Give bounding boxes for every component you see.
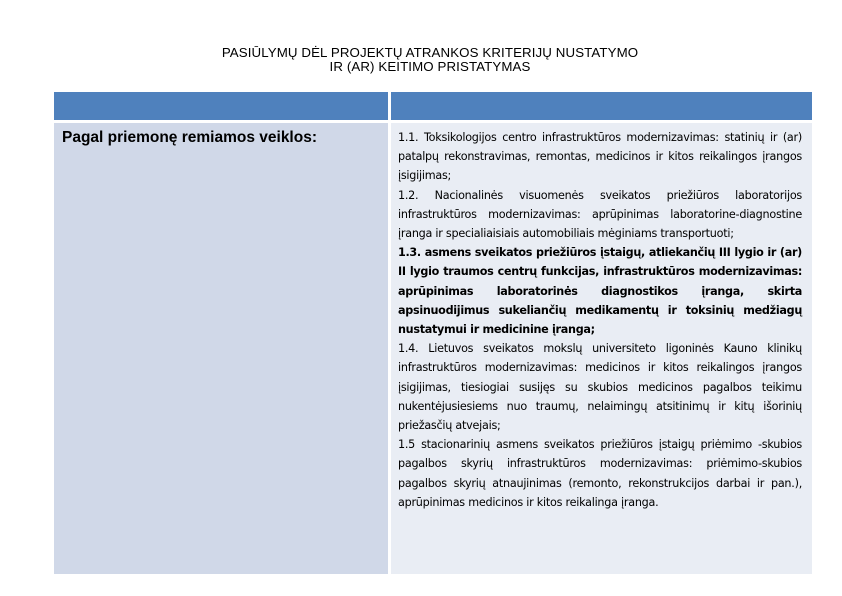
- table-header-cell-right: [391, 92, 812, 120]
- criteria-table: [54, 92, 812, 574]
- title-line-1: PASIŪLYMŲ DĖL PROJEKTŲ ATRANKOS KRITERIJŲ NUSTATYMO: [221, 45, 639, 60]
- activity-item-1-5: 1.5 stacionarinių asmens sveikatos priežiūros įstaigų priėmimo -skubios pagalbos skyrių infrastruktūros modernizavimas: priėmimo-skubios pagalbos skyrių atnaujinimas (remonto, rekonstrukcijos darbai ir pan.), aprūpinimas medicinos ir kitos reikalinga įranga.: [398, 438, 802, 509]
- activities-list: [398, 128, 802, 512]
- title-line-2: IR (AR) KEITIMO PRISTATYMAS: [329, 59, 531, 74]
- document-title: [60, 46, 800, 74]
- activity-item-1-4: 1.4. Lietuvos sveikatos mokslų universiteto ligoninės Kauno klinikų infrastruktūros modernizavimas: medicinos ir kitos reikalingos įrangos įsigijimas, tiesiogiai susijęs su skubios medicinos pagalbos teikimu nukentėjusiesiems nuo traumų, nelaimingų atsitinimų ir kitų išorinių priežasčių atvejais;: [398, 342, 802, 433]
- activity-item-1-3: 1.3. asmens sveikatos priežiūros įstaigų, atliekančių III lygio ir (ar) II lygio traumos centrų funkcijas, infrastruktūros modernizavimas: aprūpinimas laboratorinės diagnostikos įranga, skirta apsinuodijimus sukeliančių medikamentų ir toksinių medžiagų nustatymui ir medicinine įranga;: [398, 246, 802, 337]
- table-header-row: [54, 92, 812, 120]
- table-header-cell-left: [54, 92, 388, 120]
- activity-item-1-1: 1.1. Toksikologijos centro infrastruktūros modernizavimas: statinių ir (ar) patalpų rekonstravimas, remontas, medicinos ir kitos reikalingos įrangos įsigijimas;: [398, 131, 802, 183]
- activity-item-1-2: 1.2. Nacionalinės visuomenės sveikatos priežiūros laboratorijos infrastruktūros modernizavimas: aprūpinimas laboratorine-diagnostine įranga ir specialiaisiais automobiliais mėginiams transportuoti;: [398, 188, 802, 241]
- table-cell-label: [54, 123, 388, 574]
- table-cell-content: [391, 123, 812, 574]
- table-row: [54, 123, 812, 574]
- row-label: Pagal priemonę remiamos veiklos:: [62, 129, 317, 146]
